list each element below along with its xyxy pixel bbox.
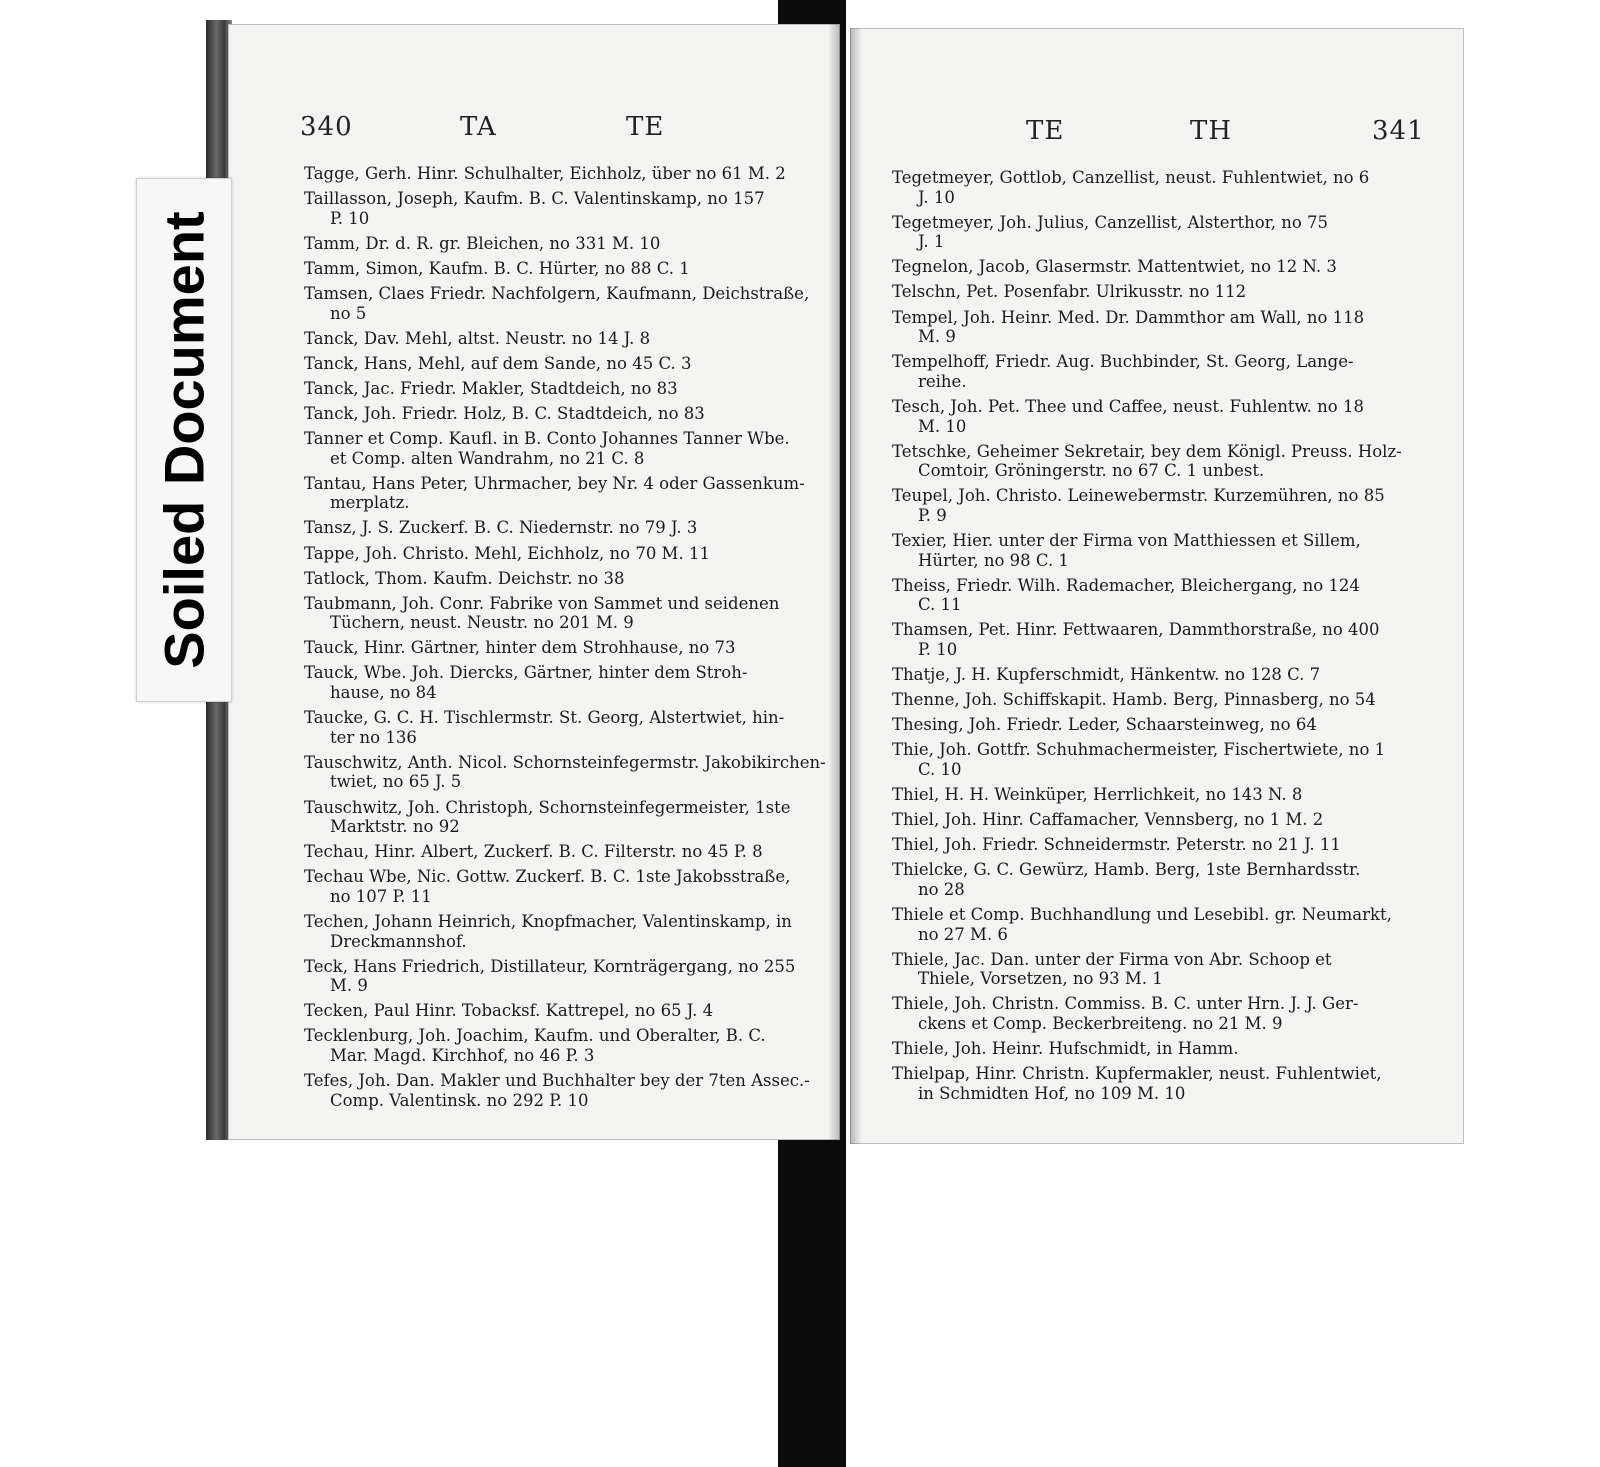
entry-line: Techau, Hinr. Albert, Zuckerf. B. C. Filterstr. no 45 P. 8 — [304, 842, 763, 862]
directory-entry — [304, 329, 804, 349]
entry-continuation: reihe. — [918, 371, 967, 391]
entry-continuation: Thiele, Vorsetzen, no 93 M. 1 — [918, 969, 1163, 989]
directory-entry — [892, 441, 1402, 481]
directory-entry — [892, 531, 1392, 570]
directory-entry — [892, 690, 1392, 710]
directory-entry — [304, 164, 804, 184]
directory-entry — [304, 798, 804, 837]
entry-continuation: in Schmidten Hof, no 109 M. 10 — [918, 1083, 1186, 1103]
entry-continuation: P. 9 — [918, 505, 947, 525]
entry-line: Taubmann, Joh. Conr. Fabrike von Sammet und seidenen — [304, 593, 780, 613]
entry-list-right — [892, 168, 1402, 1109]
entry-continuation: P. 10 — [330, 208, 370, 228]
entry-line: Tantau, Hans Peter, Uhrmacher, bey Nr. 4 oder Gassenkum- — [304, 473, 805, 493]
entry-line: Teck, Hans Friedrich, Distillateur, Kornträgergang, no 255 — [304, 956, 796, 976]
entry-line: Theiss, Friedr. Wilh. Rademacher, Bleichergang, no 124 — [892, 575, 1360, 595]
entry-list-left — [304, 164, 826, 1116]
directory-entry — [304, 259, 804, 279]
directory-entry — [892, 740, 1392, 779]
directory-entry — [304, 912, 804, 951]
entry-line: Teupel, Joh. Christo. Leinewebermstr. Kurzemühren, no 85 — [892, 486, 1385, 506]
entry-line: Taillasson, Joseph, Kaufm. B. C. Valentinskamp, no 157 — [304, 189, 765, 209]
entry-line: Tamsen, Claes Friedr. Nachfolgern, Kaufmann, Deichstraße, — [304, 283, 810, 303]
entry-continuation: P. 10 — [918, 639, 958, 659]
entry-line: Taucke, G. C. H. Tischlermstr. St. Georg, Alstertwiet, hin- — [304, 708, 785, 728]
directory-entry — [892, 1039, 1392, 1059]
entry-line: Tauschwitz, Joh. Christoph, Schornsteinfegermeister, 1ste — [304, 797, 791, 817]
directory-entry — [304, 752, 826, 792]
running-head-right: TE — [626, 112, 665, 142]
entry-line: Tegetmeyer, Gottlob, Canzellist, neust. Fuhlentwiet, no 6 — [892, 168, 1370, 187]
directory-entry — [304, 283, 810, 323]
entry-line: Tesch, Joh. Pet. Thee und Caffee, neust. Fuhlentw. no 18 — [892, 396, 1364, 416]
entry-line: Tanck, Dav. Mehl, altst. Neustr. no 14 J. 8 — [304, 328, 651, 348]
directory-entry — [304, 379, 804, 399]
entry-continuation: twiet, no 65 J. 5 — [330, 772, 462, 792]
entry-continuation: et Comp. alten Wandrahm, no 21 C. 8 — [330, 448, 645, 468]
entry-line: Tefes, Joh. Dan. Makler und Buchhalter bey der 7ten Assec.- — [304, 1071, 810, 1091]
entry-line: Thiel, H. H. Weinküper, Herrlichkeit, no 143 N. 8 — [892, 785, 1303, 805]
directory-entry — [304, 189, 804, 228]
entry-line: Thesing, Joh. Friedr. Leder, Schaarsteinweg, no 64 — [892, 715, 1317, 735]
entry-continuation: ckens et Comp. Beckerbreiteng. no 21 M. 9 — [918, 1013, 1283, 1033]
entry-continuation: ter no 136 — [330, 727, 417, 747]
entry-line: Thatje, J. H. Kupferschmidt, Hänkentw. no 128 C. 7 — [892, 665, 1321, 685]
directory-entry — [892, 213, 1392, 252]
directory-entry — [892, 352, 1392, 391]
entry-line: Thiele, Jac. Dan. unter der Firma von Abr. Schoop et — [892, 949, 1332, 969]
entry-line: Tegetmeyer, Joh. Julius, Canzellist, Alsterthor, no 75 — [892, 212, 1329, 232]
entry-line: Tegnelon, Jacob, Glasermstr. Mattentwiet, no 12 N. 3 — [892, 257, 1337, 277]
entry-line: Tanck, Hans, Mehl, auf dem Sande, no 45 C. 3 — [304, 353, 692, 373]
directory-entry — [304, 957, 804, 996]
directory-entry — [892, 620, 1392, 659]
entry-line: Thiel, Joh. Friedr. Schneidermstr. Peterstr. no 21 J. 11 — [892, 835, 1341, 855]
entry-line: Tecken, Paul Hinr. Tobacksf. Kattrepel, no 65 J. 4 — [304, 1001, 714, 1021]
entry-line: Thiele et Comp. Buchhandlung und Lesebibl. gr. Neumarkt, — [892, 905, 1392, 924]
directory-entry — [304, 1026, 804, 1065]
directory-entry — [304, 638, 804, 658]
page-number-right: 341 — [1372, 116, 1425, 146]
entry-line: Tauck, Wbe. Joh. Diercks, Gärtner, hinter dem Stroh- — [304, 663, 748, 683]
directory-entry — [892, 835, 1392, 855]
directory-entry — [892, 810, 1392, 830]
directory-entry — [304, 663, 804, 702]
entry-line: Thie, Joh. Gottfr. Schuhmachermeister, Fischertwiete, no 1 — [892, 740, 1386, 760]
entry-line: Tappe, Joh. Christo. Mehl, Eichholz, no 70 M. 11 — [304, 543, 710, 563]
entry-line: Techen, Johann Heinrich, Knopfmacher, Valentinskamp, in — [304, 912, 792, 931]
entry-line: Telschn, Pet. Posenfabr. Ulrikusstr. no 112 — [892, 282, 1247, 302]
directory-entry — [304, 1001, 804, 1021]
directory-entry — [304, 867, 804, 906]
entry-continuation: Comp. Valentinsk. no 292 P. 10 — [330, 1090, 589, 1110]
entry-line: Tanner et Comp. Kaufl. in B. Conto Johannes Tanner Wbe. — [304, 429, 790, 449]
entry-line: Tansz, J. S. Zuckerf. B. C. Niedernstr. no 79 J. 3 — [304, 518, 698, 538]
entry-continuation: C. 11 — [918, 595, 962, 615]
directory-entry — [304, 234, 804, 254]
entry-line: Tempelhoff, Friedr. Aug. Buchbinder, St. Georg, Lange- — [892, 352, 1354, 372]
running-head-left: TE — [1026, 116, 1065, 146]
directory-entry — [892, 715, 1392, 735]
gutter-shadow — [850, 28, 862, 1144]
entry-continuation: merplatz. — [330, 493, 410, 513]
entry-line: Thiel, Joh. Hinr. Caffamacher, Vennsberg, no 1 M. 2 — [892, 810, 1324, 830]
directory-entry — [892, 576, 1392, 615]
right-page — [850, 28, 1464, 1144]
page-number-left: 340 — [300, 112, 353, 142]
entry-continuation: no 5 — [330, 303, 367, 323]
entry-line: Tauck, Hinr. Gärtner, hinter dem Strohhause, no 73 — [304, 638, 736, 658]
entry-line: Tetschke, Geheimer Sekretair, bey dem Königl. Preuss. Holz- — [892, 441, 1402, 461]
entry-line: Tempel, Joh. Heinr. Med. Dr. Dammthor am Wall, no 118 — [892, 307, 1365, 327]
entry-continuation: no 27 M. 6 — [918, 924, 1008, 944]
running-head-right: TH — [1190, 116, 1233, 146]
directory-entry — [892, 950, 1392, 989]
directory-entry — [892, 860, 1392, 899]
gutter-shadow — [828, 24, 840, 1140]
directory-entry — [304, 429, 804, 468]
entry-line: Techau Wbe, Nic. Gottw. Zuckerf. B. C. 1ste Jakobsstraße, — [304, 867, 791, 887]
entry-line: Thiele, Joh. Heinr. Hufschmidt, in Hamm. — [892, 1039, 1239, 1059]
entry-line: Tamm, Simon, Kaufm. B. C. Hürter, no 88 C. 1 — [304, 258, 690, 278]
left-page — [228, 24, 840, 1140]
directory-entry — [892, 397, 1392, 436]
running-head-left: TA — [460, 112, 497, 142]
entry-line: Thielcke, G. C. Gewürz, Hamb. Berg, 1ste Bernhardsstr. — [892, 860, 1361, 880]
entry-continuation: J. 1 — [918, 232, 945, 252]
entry-line: Texier, Hier. unter der Firma von Matthiessen et Sillem, — [892, 531, 1361, 550]
entry-line: Tatlock, Thom. Kaufm. Deichstr. no 38 — [304, 568, 625, 588]
directory-entry — [304, 544, 804, 564]
entry-line: Tauschwitz, Anth. Nicol. Schornsteinfegermstr. Jakobikirchen- — [304, 752, 826, 772]
entry-line: Thielpap, Hinr. Christn. Kupfermakler, neust. Fuhlentwiet, — [892, 1064, 1382, 1084]
entry-continuation: Hürter, no 98 C. 1 — [918, 550, 1069, 570]
entry-continuation: hause, no 84 — [330, 683, 437, 703]
entry-line: Tamm, Dr. d. R. gr. Bleichen, no 331 M. 10 — [304, 233, 661, 253]
directory-entry — [304, 474, 804, 513]
directory-entry — [892, 308, 1392, 347]
directory-entry — [892, 665, 1392, 685]
directory-entry — [304, 518, 804, 538]
entry-line: Tecklenburg, Joh. Joachim, Kaufm. und Oberalter, B. C. — [304, 1026, 766, 1046]
directory-entry — [304, 708, 804, 747]
entry-continuation: Tüchern, neust. Neustr. no 201 M. 9 — [330, 613, 634, 633]
directory-entry — [892, 486, 1392, 525]
entry-line: Thenne, Joh. Schiffskapit. Hamb. Berg, Pinnasberg, no 54 — [892, 690, 1376, 710]
directory-entry — [304, 842, 804, 862]
directory-entry — [892, 1064, 1392, 1103]
directory-entry — [892, 994, 1392, 1033]
directory-entry — [892, 785, 1392, 805]
directory-entry — [304, 1071, 810, 1110]
entry-continuation: no 28 — [918, 879, 965, 899]
directory-entry — [304, 594, 804, 633]
entry-continuation: M. 9 — [330, 976, 368, 996]
entry-continuation: M. 9 — [918, 327, 956, 347]
entry-line: Tanck, Jac. Friedr. Makler, Stadtdeich, no 83 — [304, 378, 678, 398]
directory-entry — [892, 282, 1392, 302]
entry-continuation: no 107 P. 11 — [330, 886, 432, 906]
entry-continuation: Dreckmannshof. — [330, 931, 467, 951]
directory-entry — [892, 905, 1392, 944]
entry-line: Tagge, Gerh. Hinr. Schulhalter, Eichholz, über no 61 M. 2 — [304, 164, 786, 183]
entry-continuation: Comtoir, Gröningerstr. no 67 C. 1 unbest. — [918, 461, 1265, 481]
entry-continuation: Marktstr. no 92 — [330, 817, 460, 837]
directory-entry — [304, 569, 804, 589]
soiled-document-text: Soiled Document — [152, 211, 216, 669]
entry-continuation: Mar. Magd. Kirchhof, no 46 P. 3 — [330, 1046, 595, 1066]
entry-continuation: C. 10 — [918, 759, 962, 779]
soiled-document-label — [136, 178, 232, 702]
entry-line: Thamsen, Pet. Hinr. Fettwaaren, Dammthorstraße, no 400 — [892, 620, 1380, 640]
directory-entry — [304, 354, 804, 374]
entry-line: Tanck, Joh. Friedr. Holz, B. C. Stadtdeich, no 83 — [304, 403, 705, 423]
directory-entry — [304, 404, 804, 424]
directory-entry — [892, 168, 1392, 207]
entry-continuation: M. 10 — [918, 416, 967, 436]
entry-line: Thiele, Joh. Christn. Commiss. B. C. unter Hrn. J. J. Ger- — [892, 994, 1359, 1014]
entry-continuation: J. 10 — [918, 187, 955, 207]
directory-entry — [892, 257, 1392, 277]
